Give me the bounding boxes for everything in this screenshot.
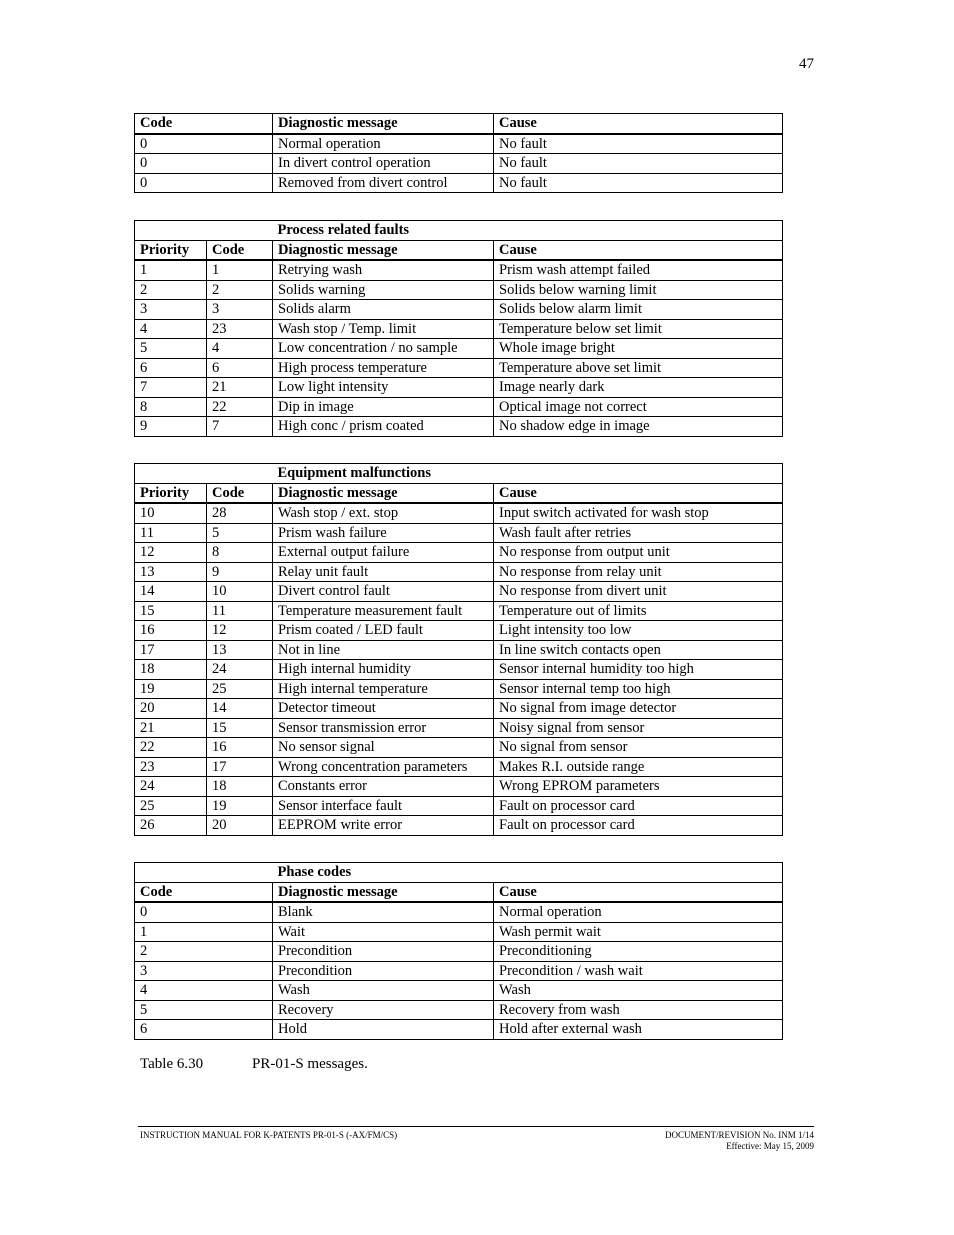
cell-diagnostic-message: Hold (273, 1020, 494, 1040)
cell-priority: 14 (135, 582, 207, 602)
cell-cause: In line switch contacts open (494, 640, 783, 660)
table-row (135, 777, 783, 797)
table-row (135, 358, 783, 378)
cell-diagnostic-message: In divert control operation (273, 154, 494, 174)
cell-priority: 25 (135, 796, 207, 816)
cell-code: 10 (207, 582, 273, 602)
cell-diagnostic-message: Wash stop / Temp. limit (273, 319, 494, 339)
table-row (135, 718, 783, 738)
cell-code: 8 (207, 543, 273, 563)
table-row (135, 280, 783, 300)
cell-priority: 5 (135, 339, 207, 359)
caption-text: PR-01-S messages. (252, 1056, 368, 1072)
cell-code: 23 (207, 319, 273, 339)
cell-diagnostic-message: Low light intensity (273, 378, 494, 398)
cell-priority: 12 (135, 543, 207, 563)
header-cause: Cause (494, 483, 783, 503)
cell-priority: 6 (135, 358, 207, 378)
cell-cause: Sensor internal humidity too high (494, 660, 783, 680)
cell-priority: 19 (135, 679, 207, 699)
cell-code: 22 (207, 397, 273, 417)
footer-right (665, 1130, 814, 1152)
cell-diagnostic-message: Temperature measurement fault (273, 601, 494, 621)
cell-priority: 24 (135, 777, 207, 797)
cell-cause: Solids below alarm limit (494, 300, 783, 320)
cell-diagnostic-message: Solids alarm (273, 300, 494, 320)
table-row (135, 543, 783, 563)
cell-diagnostic-message: Wash stop / ext. stop (273, 503, 494, 523)
table-row (135, 757, 783, 777)
cell-code: 1 (135, 922, 273, 942)
table-row (135, 902, 783, 922)
cell-cause: Temperature above set limit (494, 358, 783, 378)
cell-cause: Makes R.I. outside range (494, 757, 783, 777)
cell-cause: Wash fault after retries (494, 523, 783, 543)
caption-label: Table 6.30 (140, 1056, 204, 1072)
table-row (135, 922, 783, 942)
cell-code: 18 (207, 777, 273, 797)
cell-diagnostic-message: Prism wash failure (273, 523, 494, 543)
cell-diagnostic-message: High process temperature (273, 358, 494, 378)
cell-code: 14 (207, 699, 273, 719)
cell-diagnostic-message: Constants error (273, 777, 494, 797)
cell-diagnostic-message: High internal temperature (273, 679, 494, 699)
table-row (135, 503, 783, 523)
cell-priority: 4 (135, 319, 207, 339)
cell-priority: 16 (135, 621, 207, 641)
cell-code: 12 (207, 621, 273, 641)
cell-code: 5 (135, 1000, 273, 1020)
table-row (135, 640, 783, 660)
cell-diagnostic-message: Relay unit fault (273, 562, 494, 582)
table-header-row (135, 240, 783, 260)
header-cause: Cause (494, 114, 783, 134)
table-row (135, 582, 783, 602)
cell-priority: 22 (135, 738, 207, 758)
cell-priority: 10 (135, 503, 207, 523)
cell-code: 2 (207, 280, 273, 300)
cell-cause: Temperature below set limit (494, 319, 783, 339)
header-priority: Priority (135, 483, 207, 503)
cell-cause: Hold after external wash (494, 1020, 783, 1040)
cell-diagnostic-message: Not in line (273, 640, 494, 660)
cell-diagnostic-message: Wait (273, 922, 494, 942)
cell-cause: Precondition / wash wait (494, 961, 783, 981)
table-row (135, 300, 783, 320)
cell-diagnostic-message: No sensor signal (273, 738, 494, 758)
cell-priority: 18 (135, 660, 207, 680)
table-row (135, 378, 783, 398)
table-row (135, 660, 783, 680)
phase-codes-table (134, 862, 783, 1040)
table-row (135, 796, 783, 816)
cell-code: 25 (207, 679, 273, 699)
cell-code: 0 (135, 134, 273, 154)
cell-priority: 15 (135, 601, 207, 621)
cell-code: 21 (207, 378, 273, 398)
table-row (135, 417, 783, 437)
cell-code: 24 (207, 660, 273, 680)
cell-cause: Input switch activated for wash stop (494, 503, 783, 523)
header-cause: Cause (494, 882, 783, 902)
cell-code: 6 (207, 358, 273, 378)
cell-cause: Sensor internal temp too high (494, 679, 783, 699)
header-code: Code (207, 483, 273, 503)
section-title: Process related faults (273, 221, 783, 241)
cell-priority: 3 (135, 300, 207, 320)
cell-code: 3 (135, 961, 273, 981)
cell-cause: No signal from sensor (494, 738, 783, 758)
cell-cause: Wrong EPROM parameters (494, 777, 783, 797)
table-row (135, 738, 783, 758)
table-header-row (135, 882, 783, 902)
header-priority: Priority (135, 240, 207, 260)
cell-code: 5 (207, 523, 273, 543)
cell-cause: No response from relay unit (494, 562, 783, 582)
cell-diagnostic-message: Sensor interface fault (273, 796, 494, 816)
cell-priority: 20 (135, 699, 207, 719)
cell-diagnostic-message: Divert control fault (273, 582, 494, 602)
cell-priority: 11 (135, 523, 207, 543)
cell-cause: No fault (494, 154, 783, 174)
cell-diagnostic-message: Dip in image (273, 397, 494, 417)
table-row (135, 562, 783, 582)
cell-cause: Light intensity too low (494, 621, 783, 641)
header-code: Code (207, 240, 273, 260)
header-diagnostic-message: Diagnostic message (273, 882, 494, 902)
section-title-row (135, 221, 783, 241)
table-row (135, 397, 783, 417)
cell-code: 13 (207, 640, 273, 660)
table-row (135, 621, 783, 641)
cell-code: 6 (135, 1020, 273, 1040)
cell-code: 2 (135, 942, 273, 962)
header-diagnostic-message: Diagnostic message (273, 114, 494, 134)
cell-cause: Optical image not correct (494, 397, 783, 417)
cell-cause: Image nearly dark (494, 378, 783, 398)
header-diagnostic-message: Diagnostic message (273, 240, 494, 260)
cell-code: 15 (207, 718, 273, 738)
cell-priority: 7 (135, 378, 207, 398)
cell-diagnostic-message: Blank (273, 902, 494, 922)
table-row (135, 679, 783, 699)
cell-diagnostic-message: EEPROM write error (273, 816, 494, 836)
header-code: Code (135, 882, 273, 902)
cell-code: 19 (207, 796, 273, 816)
general-codes-table (134, 113, 783, 193)
table-row (135, 961, 783, 981)
cell-code: 9 (207, 562, 273, 582)
section-title-row (135, 863, 783, 883)
cell-diagnostic-message: Precondition (273, 961, 494, 981)
cell-priority: 2 (135, 280, 207, 300)
cell-code: 20 (207, 816, 273, 836)
cell-cause: No response from divert unit (494, 582, 783, 602)
cell-code: 1 (207, 260, 273, 280)
table-header-row (135, 114, 783, 134)
section-title-spacer (135, 863, 273, 883)
cell-code: 3 (207, 300, 273, 320)
section-title: Equipment malfunctions (273, 464, 783, 484)
table-row (135, 173, 783, 193)
table-row (135, 134, 783, 154)
table-caption (140, 1056, 368, 1073)
cell-cause: Recovery from wash (494, 1000, 783, 1020)
cell-diagnostic-message: Removed from divert control (273, 173, 494, 193)
table-row (135, 816, 783, 836)
cell-cause: Fault on processor card (494, 816, 783, 836)
section-title: Phase codes (273, 863, 783, 883)
cell-priority: 9 (135, 417, 207, 437)
cell-priority: 17 (135, 640, 207, 660)
cell-cause: Temperature out of limits (494, 601, 783, 621)
footer-left: INSTRUCTION MANUAL FOR K-PATENTS PR-01-S (-AX/FM/CS) (140, 1130, 398, 1140)
process-faults-table (134, 220, 783, 437)
table-row (135, 942, 783, 962)
cell-priority: 21 (135, 718, 207, 738)
cell-diagnostic-message: Recovery (273, 1000, 494, 1020)
cell-cause: Wash (494, 981, 783, 1001)
section-title-row (135, 464, 783, 484)
table-row (135, 154, 783, 174)
equipment-malfunctions-table (134, 463, 783, 836)
table-row (135, 1000, 783, 1020)
cell-cause: No response from output unit (494, 543, 783, 563)
footer-effective-date: Effective: May 15, 2009 (726, 1141, 814, 1151)
header-cause: Cause (494, 240, 783, 260)
table-row (135, 260, 783, 280)
cell-diagnostic-message: External output failure (273, 543, 494, 563)
cell-diagnostic-message: Detector timeout (273, 699, 494, 719)
cell-diagnostic-message: Retrying wash (273, 260, 494, 280)
table-row (135, 601, 783, 621)
cell-diagnostic-message: Precondition (273, 942, 494, 962)
cell-priority: 26 (135, 816, 207, 836)
cell-diagnostic-message: Prism coated / LED fault (273, 621, 494, 641)
cell-cause: No fault (494, 173, 783, 193)
cell-cause: Prism wash attempt failed (494, 260, 783, 280)
cell-diagnostic-message: High internal humidity (273, 660, 494, 680)
cell-code: 28 (207, 503, 273, 523)
table-row (135, 981, 783, 1001)
cell-code: 16 (207, 738, 273, 758)
cell-cause: Solids below warning limit (494, 280, 783, 300)
cell-code: 4 (135, 981, 273, 1001)
cell-priority: 1 (135, 260, 207, 280)
cell-code: 7 (207, 417, 273, 437)
cell-code: 4 (207, 339, 273, 359)
cell-diagnostic-message: Low concentration / no sample (273, 339, 494, 359)
table-row (135, 699, 783, 719)
page-number: 47 (799, 56, 814, 72)
footer-doc-revision: DOCUMENT/REVISION No. INM 1/14 (665, 1130, 814, 1140)
section-title-spacer (135, 464, 273, 484)
cell-diagnostic-message: Wrong concentration parameters (273, 757, 494, 777)
cell-diagnostic-message: Wash (273, 981, 494, 1001)
cell-priority: 23 (135, 757, 207, 777)
cell-code: 11 (207, 601, 273, 621)
cell-priority: 13 (135, 562, 207, 582)
header-code: Code (135, 114, 273, 134)
cell-code: 17 (207, 757, 273, 777)
cell-code: 0 (135, 154, 273, 174)
section-title-spacer (135, 221, 273, 241)
cell-priority: 8 (135, 397, 207, 417)
cell-code: 0 (135, 902, 273, 922)
footer-rule (138, 1126, 814, 1127)
header-diagnostic-message: Diagnostic message (273, 483, 494, 503)
table-row (135, 1020, 783, 1040)
cell-cause: Noisy signal from sensor (494, 718, 783, 738)
cell-cause: Whole image bright (494, 339, 783, 359)
cell-diagnostic-message: High conc / prism coated (273, 417, 494, 437)
cell-cause: Normal operation (494, 902, 783, 922)
cell-cause: Fault on processor card (494, 796, 783, 816)
cell-code: 0 (135, 173, 273, 193)
table-row (135, 319, 783, 339)
cell-cause: No signal from image detector (494, 699, 783, 719)
cell-cause: No fault (494, 134, 783, 154)
cell-diagnostic-message: Solids warning (273, 280, 494, 300)
table-row (135, 523, 783, 543)
cell-diagnostic-message: Normal operation (273, 134, 494, 154)
table-row (135, 339, 783, 359)
cell-cause: Wash permit wait (494, 922, 783, 942)
table-header-row (135, 483, 783, 503)
cell-cause: No shadow edge in image (494, 417, 783, 437)
cell-diagnostic-message: Sensor transmission error (273, 718, 494, 738)
cell-cause: Preconditioning (494, 942, 783, 962)
